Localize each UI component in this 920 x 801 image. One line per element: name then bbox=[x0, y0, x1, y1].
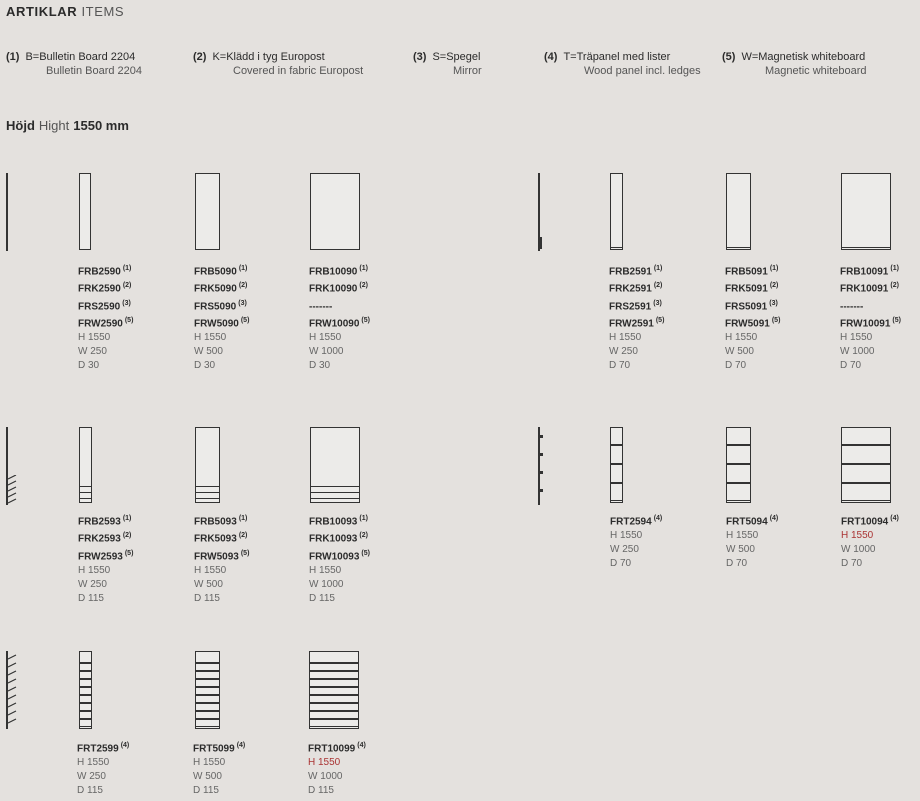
dimension-height: H 1550 bbox=[725, 332, 758, 344]
dimension-height: H 1550 bbox=[308, 757, 341, 769]
product-code-ref: (1) bbox=[122, 515, 132, 522]
panel-drawing bbox=[610, 173, 623, 250]
dimension-width: W 500 bbox=[194, 578, 223, 590]
product-code-ref: (4) bbox=[357, 742, 366, 749]
legend-num: (4) bbox=[544, 51, 558, 63]
product-code bbox=[840, 262, 901, 279]
product-code-ref: (5) bbox=[361, 549, 370, 557]
dimension-height: H 1550 bbox=[610, 530, 643, 542]
product-code-text: FRB2593 bbox=[78, 516, 121, 528]
product-code bbox=[78, 297, 133, 314]
product-code-text: FRW2590 bbox=[78, 318, 123, 330]
dimension-height: H 1550 bbox=[193, 757, 226, 769]
product-code-ref: (4) bbox=[653, 515, 663, 522]
product-code bbox=[725, 279, 780, 296]
product-code-ref: (2) bbox=[890, 282, 899, 290]
product-code-text: FRB10091 bbox=[840, 266, 889, 278]
product-code-text: FRK10090 bbox=[309, 283, 358, 295]
dimension-height: H 1550 bbox=[194, 332, 227, 344]
product-code-text: FRB2591 bbox=[609, 266, 652, 278]
product-code-text: FRK2591 bbox=[609, 283, 652, 295]
product-code-ref: (1) bbox=[122, 265, 132, 272]
dimension-height: H 1550 bbox=[726, 530, 759, 542]
product-code-ref: (4) bbox=[769, 515, 779, 522]
product-code-ref: (3) bbox=[653, 299, 662, 307]
product-code bbox=[726, 512, 778, 529]
dimension-depth: D 30 bbox=[309, 360, 331, 372]
dimension-width: W 500 bbox=[193, 771, 222, 783]
product-code bbox=[725, 297, 780, 314]
product-code bbox=[840, 279, 901, 296]
dimension-depth: D 115 bbox=[78, 592, 104, 604]
product-block bbox=[77, 739, 129, 798]
product-code-text: FRW10091 bbox=[840, 318, 891, 330]
product-code-text: FRB5091 bbox=[725, 266, 768, 278]
product-code-ref: (2) bbox=[359, 532, 368, 540]
product-code-text: FRT5099 bbox=[193, 743, 235, 755]
product-code bbox=[193, 739, 245, 756]
product-code-text: FRK2590 bbox=[78, 283, 121, 295]
dimension-depth: D 70 bbox=[610, 558, 632, 570]
product-code-text: FRT10094 bbox=[841, 516, 889, 528]
title-sv: ARTIKLAR bbox=[6, 4, 78, 19]
legend-item-4 bbox=[544, 50, 701, 78]
product-code-ref: (1) bbox=[653, 265, 663, 272]
product-code-ref: (2) bbox=[238, 532, 248, 540]
legend-num: (1) bbox=[6, 51, 20, 63]
product-code-text: FRW2593 bbox=[78, 550, 123, 562]
dimension-width: W 250 bbox=[77, 771, 106, 783]
dimension-height: H 1550 bbox=[840, 332, 873, 344]
product-code-ref: (5) bbox=[124, 549, 134, 557]
product-code bbox=[840, 297, 901, 314]
dimension-height: H 1550 bbox=[78, 332, 111, 344]
height-heading bbox=[6, 118, 129, 133]
dimension-width: W 1000 bbox=[841, 544, 876, 556]
panel-drawing bbox=[310, 427, 360, 503]
height-value: 1550 mm bbox=[73, 118, 129, 133]
product-block bbox=[78, 512, 133, 606]
dimension-width: W 250 bbox=[609, 346, 638, 358]
dimension-depth: D 115 bbox=[194, 592, 220, 604]
product-block bbox=[193, 739, 245, 798]
dimension-depth: D 115 bbox=[309, 592, 335, 604]
dimension-width: W 500 bbox=[725, 346, 754, 358]
legend-sub: Wood panel incl. ledges bbox=[584, 65, 701, 77]
dimension-width: W 1000 bbox=[840, 346, 875, 358]
legend-num: (2) bbox=[193, 51, 207, 63]
legend-item-5 bbox=[722, 50, 867, 78]
product-code bbox=[309, 297, 370, 314]
product-code bbox=[609, 262, 664, 279]
product-code-text: FRB5093 bbox=[194, 516, 237, 528]
product-code bbox=[309, 262, 370, 279]
side-profile-d30 bbox=[6, 173, 10, 251]
product-code bbox=[194, 279, 249, 296]
dimension-width: W 1000 bbox=[308, 771, 343, 783]
product-code-text: FRK2593 bbox=[78, 533, 121, 545]
product-block bbox=[725, 262, 780, 373]
product-code bbox=[194, 547, 249, 564]
product-code-ref: (2) bbox=[653, 282, 663, 290]
side-profile-d70-ledges bbox=[538, 427, 546, 505]
dimension-depth: D 30 bbox=[194, 360, 216, 372]
product-code-text: ------- bbox=[840, 300, 864, 312]
product-code-text: FRK10093 bbox=[309, 533, 358, 545]
panel-drawing bbox=[310, 173, 360, 250]
product-code-ref: (3) bbox=[122, 299, 131, 307]
product-code-text: FRS2590 bbox=[78, 300, 121, 312]
product-code-text: FRB10090 bbox=[309, 266, 358, 278]
product-code bbox=[840, 314, 901, 331]
dimension-depth: D 70 bbox=[840, 360, 862, 372]
product-code bbox=[78, 512, 133, 529]
product-code bbox=[610, 512, 662, 529]
product-code-text: FRW5091 bbox=[725, 318, 770, 330]
dimension-width: W 250 bbox=[78, 346, 107, 358]
product-block bbox=[309, 512, 370, 606]
panel-drawing bbox=[610, 427, 623, 503]
product-code-text: FRW10093 bbox=[309, 550, 360, 562]
panel-drawing bbox=[195, 427, 220, 503]
legend-item-3 bbox=[413, 50, 482, 78]
product-code bbox=[841, 512, 899, 529]
legend-label: K=Klädd i tyg Europost bbox=[212, 51, 325, 63]
height-label-en: Hight bbox=[38, 118, 70, 133]
legend-sub: Bulletin Board 2204 bbox=[46, 65, 143, 77]
dimension-width: W 500 bbox=[726, 544, 755, 556]
dimension-width: W 1000 bbox=[309, 346, 344, 358]
product-code bbox=[78, 279, 133, 296]
product-block bbox=[78, 262, 133, 373]
dimension-depth: D 70 bbox=[841, 558, 863, 570]
product-code-ref: (1) bbox=[890, 265, 899, 272]
product-code-text: FRS5090 bbox=[194, 300, 237, 312]
dimension-depth: D 115 bbox=[308, 785, 334, 797]
product-code-ref: (2) bbox=[238, 282, 248, 290]
legend-num: (3) bbox=[413, 51, 427, 63]
product-code bbox=[78, 529, 133, 546]
product-code-text: FRW5090 bbox=[194, 318, 239, 330]
legend-label: S=Spegel bbox=[432, 51, 481, 63]
product-code bbox=[77, 739, 129, 756]
product-code-ref: (5) bbox=[124, 316, 134, 324]
panel-drawing bbox=[79, 173, 91, 250]
legend-label: T=Träpanel med lister bbox=[563, 51, 671, 63]
legend-sub: Covered in fabric Europost bbox=[233, 65, 364, 77]
product-code-text: FRK5091 bbox=[725, 283, 768, 295]
product-code-ref: (4) bbox=[236, 742, 246, 749]
product-code-ref: (5) bbox=[892, 316, 901, 324]
dimension-height: H 1550 bbox=[78, 564, 111, 576]
product-code-ref: (4) bbox=[890, 515, 899, 522]
product-code-text: FRT2594 bbox=[610, 516, 652, 528]
ledge-profile-icon bbox=[6, 651, 20, 729]
dimension-width: W 250 bbox=[78, 578, 107, 590]
product-code bbox=[725, 262, 780, 279]
product-block bbox=[194, 512, 249, 606]
product-block bbox=[194, 262, 249, 373]
product-code-text: FRT2599 bbox=[77, 743, 119, 755]
dimension-depth: D 115 bbox=[77, 785, 103, 797]
product-code-ref: (1) bbox=[238, 515, 248, 522]
product-code bbox=[309, 529, 370, 546]
panel-drawing bbox=[195, 173, 220, 250]
product-code bbox=[609, 314, 664, 331]
panel-drawing bbox=[309, 651, 359, 729]
product-code-text: FRW2591 bbox=[609, 318, 654, 330]
product-code bbox=[78, 314, 133, 331]
product-code-text: FRB5090 bbox=[194, 266, 237, 278]
product-code bbox=[194, 529, 249, 546]
product-code bbox=[309, 314, 370, 331]
product-code bbox=[609, 297, 664, 314]
product-block bbox=[610, 512, 662, 571]
dimension-height: H 1550 bbox=[309, 332, 342, 344]
legend-label: B=Bulletin Board 2204 bbox=[25, 51, 136, 63]
panel-drawing bbox=[841, 173, 891, 250]
page-title bbox=[6, 4, 124, 19]
dimension-height: H 1550 bbox=[609, 332, 642, 344]
product-code-ref: (3) bbox=[238, 299, 247, 307]
product-code-text: FRS2591 bbox=[609, 300, 652, 312]
legend-item-1 bbox=[6, 50, 142, 78]
product-block bbox=[609, 262, 664, 373]
product-code bbox=[194, 314, 249, 331]
product-code-text: FRB2590 bbox=[78, 266, 121, 278]
product-code-text: ------- bbox=[309, 300, 333, 312]
product-code-text: FRT5094 bbox=[726, 516, 768, 528]
product-code-ref: (5) bbox=[361, 316, 370, 324]
dimension-depth: D 115 bbox=[193, 785, 219, 797]
product-code-text: FRK10091 bbox=[840, 283, 889, 295]
product-code-ref: (5) bbox=[771, 316, 781, 324]
product-code bbox=[308, 739, 366, 756]
product-code bbox=[194, 297, 249, 314]
product-code bbox=[725, 314, 780, 331]
product-code bbox=[194, 262, 249, 279]
dimension-width: W 250 bbox=[610, 544, 639, 556]
product-block bbox=[841, 512, 899, 571]
product-block bbox=[726, 512, 778, 571]
panel-drawing bbox=[79, 651, 92, 729]
side-profile-d115-ledges bbox=[6, 427, 16, 505]
height-label-sv: Höjd bbox=[6, 118, 35, 133]
legend-sub: Mirror bbox=[453, 65, 482, 77]
product-code bbox=[194, 512, 249, 529]
product-code-text: FRW10090 bbox=[309, 318, 360, 330]
product-code-text: FRW5093 bbox=[194, 550, 239, 562]
dimension-height: H 1550 bbox=[841, 530, 874, 542]
legend-sub: Magnetic whiteboard bbox=[765, 65, 867, 77]
product-block bbox=[309, 262, 370, 373]
product-code-text: FRK5090 bbox=[194, 283, 237, 295]
panel-drawing bbox=[726, 173, 751, 250]
product-code-ref: (4) bbox=[120, 742, 130, 749]
product-code-ref: (5) bbox=[655, 316, 665, 324]
side-profile-d115-full bbox=[6, 651, 18, 729]
legend-label: W=Magnetisk whiteboard bbox=[741, 51, 866, 63]
product-code-ref: (1) bbox=[769, 265, 779, 272]
dimension-width: W 1000 bbox=[309, 578, 344, 590]
panel-drawing bbox=[726, 427, 751, 503]
product-code-ref: (5) bbox=[240, 549, 250, 557]
product-code-ref: (1) bbox=[238, 265, 248, 272]
product-block bbox=[308, 739, 366, 798]
dimension-height: H 1550 bbox=[194, 564, 227, 576]
product-code-text: FRB10093 bbox=[309, 516, 358, 528]
product-code-ref: (1) bbox=[359, 265, 368, 272]
panel-drawing bbox=[195, 651, 220, 729]
panel-drawing bbox=[79, 427, 92, 503]
product-code bbox=[78, 547, 133, 564]
panel-drawing bbox=[841, 427, 891, 503]
product-code-text: FRT10099 bbox=[308, 743, 356, 755]
product-code-ref: (5) bbox=[240, 316, 250, 324]
product-code bbox=[609, 279, 664, 296]
dimension-depth: D 70 bbox=[725, 360, 747, 372]
product-code-ref: (2) bbox=[122, 532, 132, 540]
product-code bbox=[309, 547, 370, 564]
title-en: ITEMS bbox=[81, 4, 125, 19]
product-code bbox=[309, 279, 370, 296]
legend-item-2 bbox=[193, 50, 363, 78]
dimension-height: H 1550 bbox=[309, 564, 342, 576]
product-code-ref: (2) bbox=[122, 282, 132, 290]
dimension-depth: D 70 bbox=[726, 558, 748, 570]
product-code-text: FRK5093 bbox=[194, 533, 237, 545]
product-code bbox=[78, 262, 133, 279]
product-block bbox=[840, 262, 901, 373]
product-code-ref: (3) bbox=[769, 299, 778, 307]
dimension-height: H 1550 bbox=[77, 757, 110, 769]
side-profile-d70 bbox=[538, 173, 544, 251]
product-code bbox=[309, 512, 370, 529]
product-code-ref: (1) bbox=[359, 515, 368, 522]
dimension-depth: D 70 bbox=[609, 360, 631, 372]
dimension-width: W 500 bbox=[194, 346, 223, 358]
product-code-ref: (2) bbox=[359, 282, 368, 290]
ledge-profile-icon bbox=[6, 475, 20, 505]
product-code-ref: (2) bbox=[769, 282, 779, 290]
product-code-text: FRS5091 bbox=[725, 300, 768, 312]
dimension-depth: D 30 bbox=[78, 360, 100, 372]
legend-num: (5) bbox=[722, 51, 736, 63]
